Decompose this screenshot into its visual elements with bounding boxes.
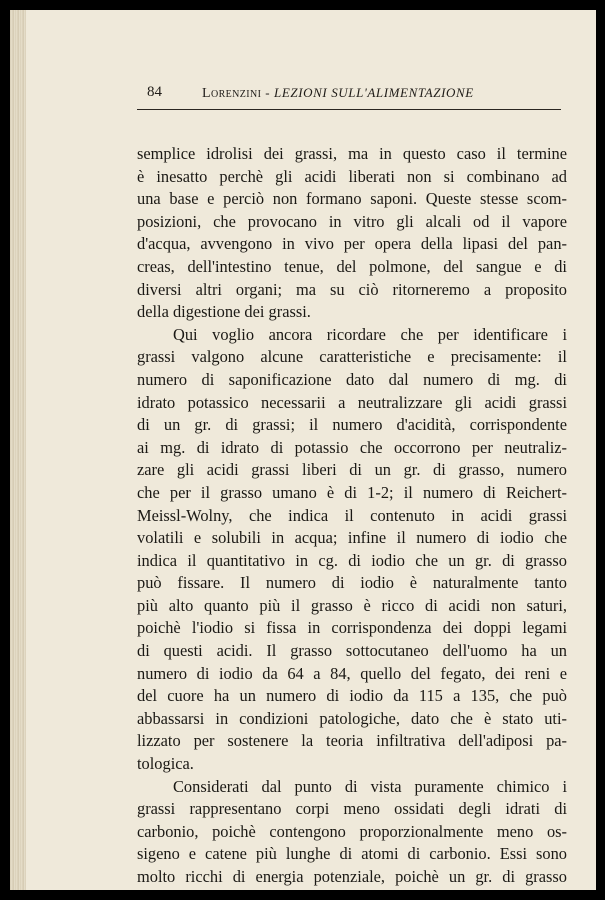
text-line: può fissare. Il numero di iodio è naturalmente tanto <box>137 573 567 593</box>
header-rule <box>137 109 561 110</box>
paragraph <box>137 143 567 324</box>
page-number: 84 <box>147 84 162 100</box>
text-line: indica il quantitativo in cg. di iodio che un gr. di grasso <box>137 550 567 570</box>
text-line: è inesatto perchè gli acidi liberati non si combinano ad <box>137 166 567 186</box>
text-line: zare gli acidi grassi liberi di un gr. di grasso, numero <box>137 460 567 480</box>
text-line: tologica. <box>137 754 194 774</box>
text-line: poichè l'iodio si fissa in corrispondenza dei doppi legami <box>137 618 567 638</box>
book-title: LEZIONI SULL'ALIMENTAZIONE <box>274 85 474 100</box>
text-line: di questi acidi. Il grasso sottocutaneo dell'uomo ha un <box>137 641 567 661</box>
text-line: più alto quanto più il grasso è ricco di acidi non saturi, <box>137 595 567 615</box>
text-line: posizioni, che provocano in vitro gli alcali od il vapore <box>137 211 567 231</box>
text-line: idrato potassico necessarii a neutralizzare gli acidi grassi <box>137 392 567 412</box>
text-line: semplice idrolisi dei grassi, ma in questo caso il termine <box>137 144 567 163</box>
text-line: della digestione dei grassi. <box>137 302 311 322</box>
text-line: ai mg. di idrato di potassio che occorrono per neutraliz- <box>137 437 567 457</box>
header-separator: - <box>265 85 271 100</box>
text-line: abbassarsi in condizioni patologiche, dato che è stato uti- <box>137 708 567 728</box>
book-page <box>10 10 596 890</box>
text-line: carbonio, poichè contengono proporzionalmente meno os- <box>137 821 567 841</box>
text-line: lizzato per sostenere la teoria infiltrativa dell'adiposi pa- <box>137 731 567 751</box>
paragraph <box>137 324 567 776</box>
text-line: di un gr. di grassi; il numero d'acidità, corrispondente <box>137 415 567 435</box>
text-line: grassi rappresentano corpi meno ossidati degli idrati di <box>137 799 567 819</box>
body-text <box>137 143 567 889</box>
running-title <box>202 85 474 102</box>
paragraph <box>137 776 567 889</box>
text-line: d'acqua, avvengono in vivo per opera della lipasi del pan- <box>137 234 567 254</box>
text-line: molto ricchi di energia potenziale, poichè un gr. di grasso <box>137 867 567 886</box>
text-line: diversi altri organi; ma su ciò ritorneremo a proposito <box>137 279 567 299</box>
text-line: numero di saponificazione dato dal numero di mg. di <box>137 369 567 389</box>
text-line: una base e perciò non formano saponi. Queste stesse scom- <box>137 189 567 209</box>
page-edge <box>10 10 26 890</box>
author-name: Lorenzini <box>202 86 262 101</box>
text-line: che per il grasso umano è di 1-2; il numero di Reichert- <box>137 482 567 502</box>
running-header <box>137 80 561 104</box>
text-line: del cuore ha un numero di iodio da 115 a 135, che può <box>137 686 567 706</box>
text-line: grassi valgono alcune caratteristiche e precisamente: il <box>137 347 567 367</box>
text-line: Qui voglio ancora ricordare che per identificare i <box>173 324 567 344</box>
text-line: numero di iodio da 64 a 84, quello del fegato, dei reni e <box>137 663 567 683</box>
text-line: volatili e solubili in acqua; infine il numero di iodio che <box>137 528 567 548</box>
text-line: sigeno e catene più lunghe di atomi di carbonio. Essi sono <box>137 844 567 864</box>
text-line: Meissl-Wolny, che indica il contenuto in acidi grassi <box>137 505 567 525</box>
text-line: creas, dell'intestino tenue, del polmone, del sangue e di <box>137 256 567 276</box>
text-line: Considerati dal punto di vista puramente chimico i <box>173 776 567 796</box>
